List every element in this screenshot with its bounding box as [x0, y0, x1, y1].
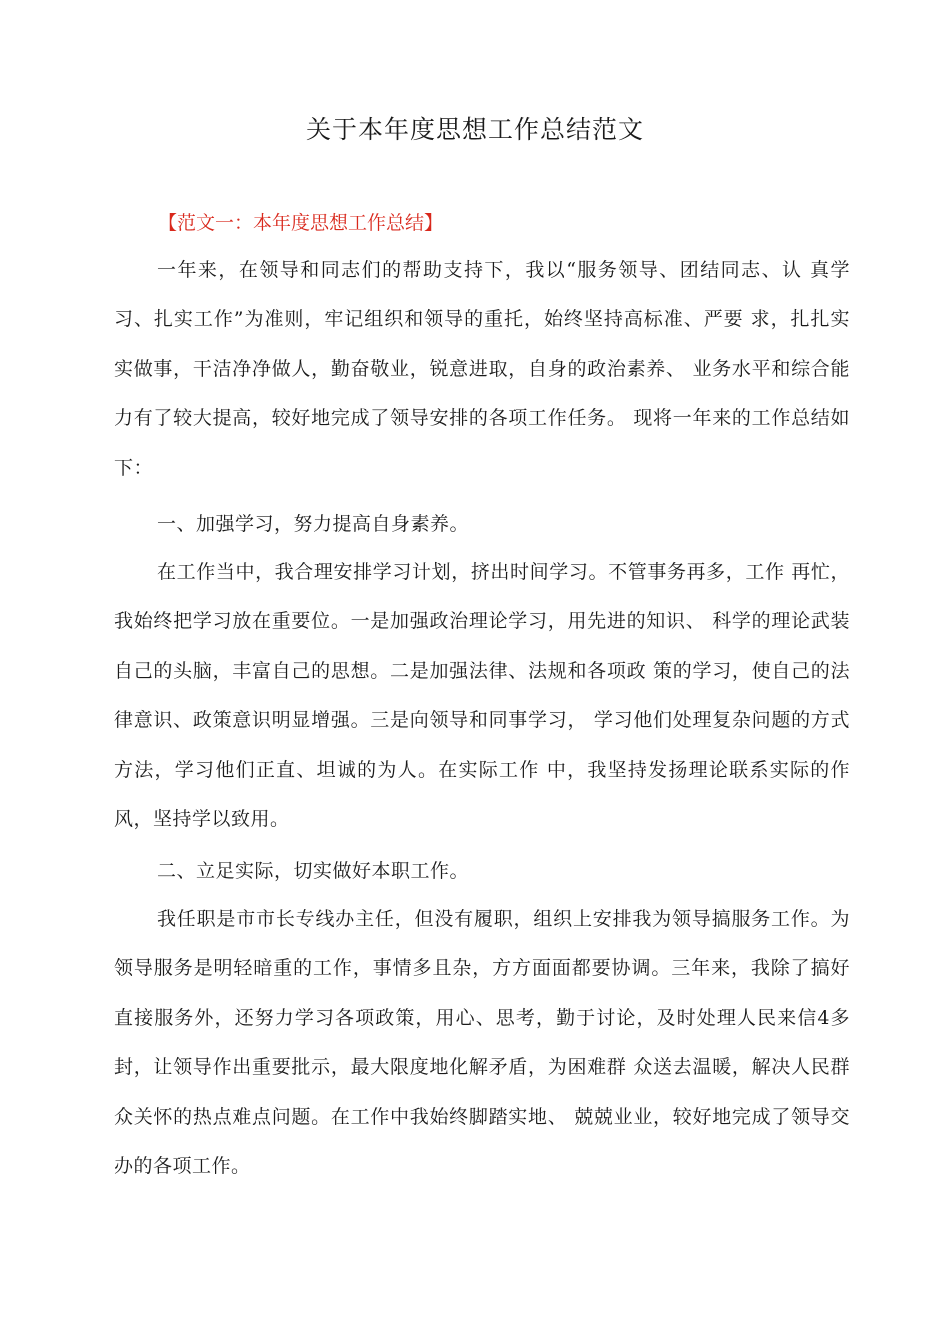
intro-paragraph: 一年来，在领导和同志们的帮助支持下，我以“服务领导、团结同志、认 真学习、扎实工作”为准则，牢记组织和领导的重托，始终坚持高标准、严要 求，扎扎实实做事，干洁净净做人，勤奋敬业，锐意进取，自身的政治素养、 业务水平和综合能力有了较大提高，较好地完成了领导安排的各项工作任务。 现将一年来的工作总结如下：	[114, 259, 850, 479]
section-heading-2: 二、立足实际，切实做好本职工作。	[157, 860, 470, 882]
document-title: 关于本年度思想工作总结范文	[305, 115, 644, 144]
section-body-1: 在工作当中，我合理安排学习计划，挤出时间学习。不管事务再多，工作 再忙，我始终把学习放在重要位。一是加强政治理论学习，用先进的知识、 科学的理论武装自己的头脑，丰富自己的思想。二是加强法律、法规和各项政 策的学习，使自己的法律意识、政策意识明显增强。三是向领导和同事学习， 学习他们处理复杂问题的方式方法，学习他们正直、坦诚的为人。在实际工作 中，我坚持发扬理论联系实际的作风，坚持学以致用。	[114, 561, 850, 831]
section-body-2: 我任职是市市长专线办主任，但没有履职，组织上安排我为领导搞服务工作。为领导服务是明轻暗重的工作，事情多且杂，方方面面都要协调。三年来，我除了搞好直接服务外，还努力学习各项政策，用心、思考，勤于讨论，及时处理人民来信4多封，让领导作出重要批示，最大限度地化解矛盾，为困难群 众送去温暖，解决人民群众关怀的热点难点问题。在工作中我始终脚踏实地、 兢兢业业，较好地完成了领导交办的各项工作。	[114, 908, 850, 1178]
section-heading-1: 一、加强学习，努力提高自身素养。	[157, 513, 470, 535]
document-subtitle: 【范文一：本年度思想工作总结】	[158, 212, 444, 234]
